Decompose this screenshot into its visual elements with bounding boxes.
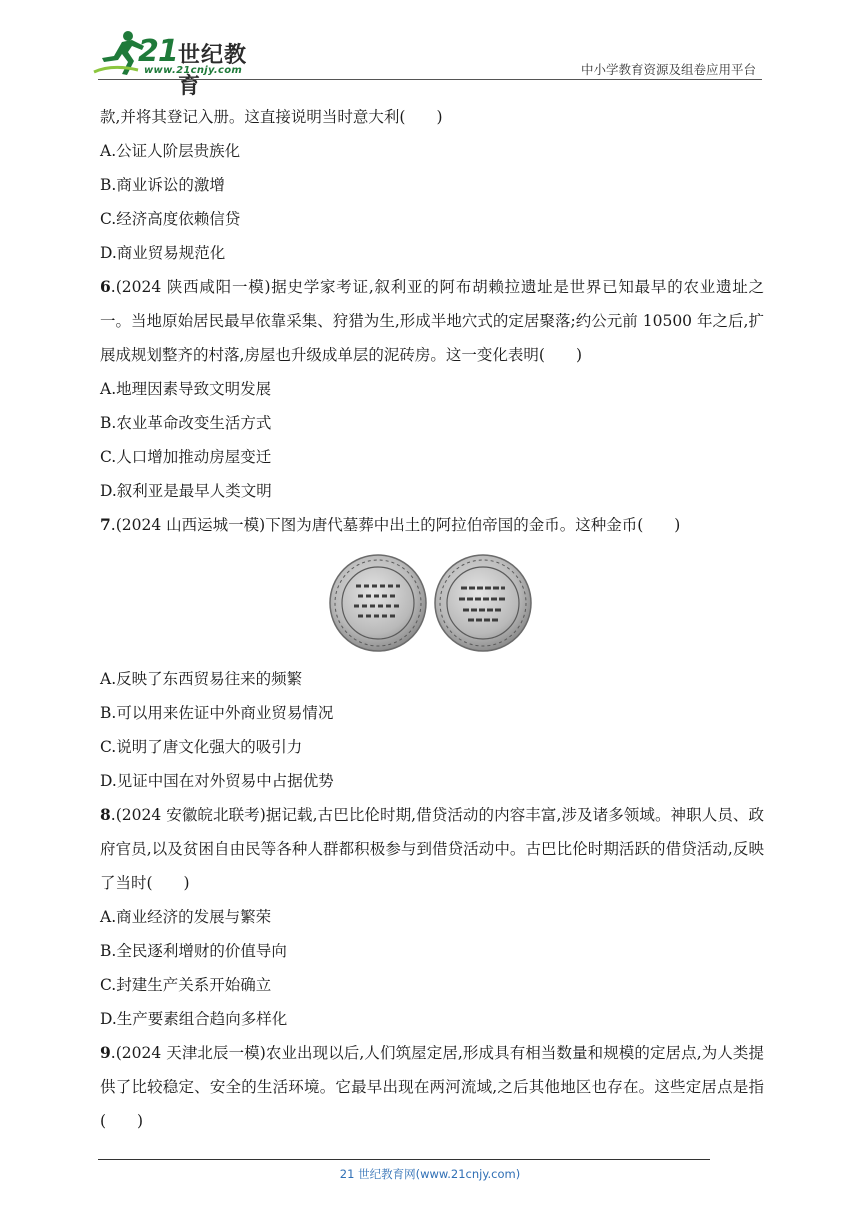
q6-option-a[interactable]: A.地理因素导致文明发展 — [100, 380, 272, 398]
q9-number: 9 — [100, 1043, 111, 1062]
logo-url: www.21cnjy.com — [144, 65, 243, 76]
q6-option-c[interactable]: C.人口增加推动房屋变迁 — [100, 448, 272, 466]
q8-option-c[interactable]: C.封建生产关系开始确立 — [100, 976, 272, 994]
q5-option-a[interactable]: A.公证人阶层贵族化 — [100, 142, 241, 160]
q7-option-b[interactable]: B.可以用来佐证中外商业贸易情况 — [100, 704, 334, 722]
q7-stem — [100, 508, 764, 542]
logo-number: 21 — [138, 34, 178, 69]
q8-stem — [100, 798, 764, 900]
site-name: 中小学教育资源及组卷应用平台 — [580, 62, 756, 77]
q6-stem — [100, 270, 764, 372]
q8-option-a[interactable]: A.商业经济的发展与繁荣 — [100, 908, 272, 926]
gold-coins-image — [328, 552, 534, 654]
q6-option-d[interactable]: D.叙利亚是最早人类文明 — [100, 482, 272, 500]
q8-option-b[interactable]: B.全民逐利增财的价值导向 — [100, 942, 287, 960]
q6-option-b[interactable]: B.农业革命改变生活方式 — [100, 414, 272, 432]
q5-stem-end: 款,并将其登记入册。这直接说明当时意大利( ) — [100, 108, 443, 126]
page-content — [100, 100, 764, 1138]
footer-link[interactable]: 21 世纪教育网(www.21cnjy.com) — [339, 1167, 521, 1181]
q7-option-d[interactable]: D.见证中国在对外贸易中占据优势 — [100, 772, 334, 790]
q9-text: .(2024 天津北辰一模)农业出现以后,人们筑屋定居,形成具有相当数量和规模的定居点,为人类提供了比较稳定、安全的生活环境。它最早出现在两河流域,之后其他地区也存在。这些定居点是指( ) — [100, 1044, 764, 1130]
q8-text: .(2024 安徽皖北联考)据记载,古巴比伦时期,借贷活动的内容丰富,涉及诸多领域。神职人员、政府官员,以及贫困自由民等各种人群都积极参与到借贷活动中。古巴比伦时期活跃的借贷活动,反映了当时( ) — [100, 806, 764, 892]
coin-right-icon — [435, 555, 531, 651]
coin-left-icon — [330, 555, 426, 651]
footer-divider — [98, 1159, 710, 1160]
logo-title: 世纪教育 — [178, 43, 248, 99]
site-logo[interactable] — [92, 28, 262, 99]
q5-option-c[interactable]: C.经济高度依赖信贷 — [100, 210, 241, 228]
q7-option-a[interactable]: A.反映了东西贸易往来的频繁 — [100, 670, 303, 688]
q6-number: 6 — [100, 277, 111, 296]
q7-text: .(2024 山西运城一模)下图为唐代墓葬中出土的阿拉伯帝国的金币。这种金币( ) — [110, 516, 681, 534]
q8-number: 8 — [100, 805, 111, 824]
coin-figure — [100, 542, 764, 662]
q9-stem — [100, 1036, 764, 1138]
q6-text: .(2024 陕西咸阳一模)据史学家考证,叙利亚的阿布胡赖拉遗址是世界已知最早的农业遗址之一。当地原始居民最早依靠采集、狩猎为生,形成半地穴式的定居聚落;约公元前 10500 年之后,扩展成规划整齐的村落,房屋也升级成单层的泥砖房。这一变化表明( ) — [100, 278, 764, 364]
q8-option-d[interactable]: D.生产要素组合趋向多样化 — [100, 1010, 288, 1028]
q5-option-b[interactable]: B.商业诉讼的激增 — [100, 176, 225, 194]
q7-number: 7 — [100, 515, 111, 534]
header-divider — [98, 79, 762, 80]
q5-option-d[interactable]: D.商业贸易规范化 — [100, 244, 226, 262]
q7-option-c[interactable]: C.说明了唐文化强大的吸引力 — [100, 738, 303, 756]
page-header — [0, 0, 860, 99]
